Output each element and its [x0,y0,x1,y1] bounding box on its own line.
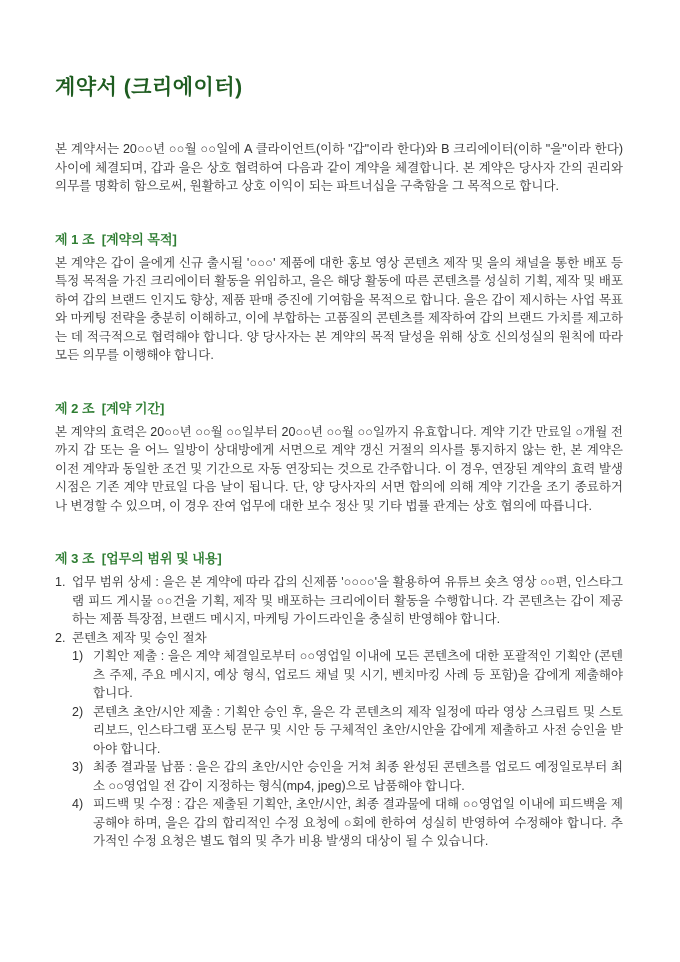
sublist-item [72,758,623,795]
article-1-body: 본 계약은 갑이 을에게 신규 출시될 '○○○' 제품에 대한 홍보 영상 콘텐츠 제작 및 을의 채널을 통한 배포 등 특정 목적을 가진 크리에이터 활동을 위임하고, 을은 해당 활동에 따른 콘텐츠를 성실히 기획, 제작 및 배포하여 갑의 브랜드 인지도 향상, 제품 판매 증진에 기여함을 목적으로 합니다. 을은 갑이 제시하는 사업 목표와 마케팅 전략을 충분히 이해하고, 이에 부합하는 고품질의 콘텐츠를 제작하여 갑의 브랜드 가치를 제고하는 데 적극적으로 협력해야 합니다. 양 당사자는 본 계약의 목적 달성을 위해 상호 신의성실의 원칙에 따라 모든 의무를 이행해야 합니다. [55,255,623,363]
article-3 [55,550,623,851]
list-item [55,573,623,629]
article-3-list [55,573,623,851]
sublist-item-marker: 3) [72,760,84,775]
article-2-body: 본 계약의 효력은 20○○년 ○○월 ○○일부터 20○○년 ○○월 ○○일까지 유효합니다. 계약 기간 만료일 ○개월 전까지 갑 또는 을 어느 일방이 상대방에게 서면으로 계약 갱신 거절의 의사를 통지하지 않는 한, 본 계약은 이전 계약과 동일한 조건 및 기간으로 자동 연장되는 것으로 간주합니다. 이 경우, 연장된 계약의 효력 발생 시점은 기존 계약 만료일 다음 날이 됩니다. 단, 양 당사자의 서면 합의에 의해 계약 기간을 조기 종료하거나 변경할 수 있으며, 이 경우 잔여 업무에 대한 보수 정산 및 기타 법률 관계는 상호 협의에 따릅니다. [55,424,624,513]
list-item-text: 업무 범위 상세 : 을은 본 계약에 따라 갑의 신제품 '○○○○'을 활용하여 유튜브 숏츠 영상 ○○편, 인스타그램 피드 게시물 ○○건을 기획, 제작 및 배포하는 크리에이터 활동을 수행합니다. 각 콘텐츠는 갑이 제공하는 제품 특장점, 브랜드 메시지, 마케팅 가이드라인을 충실히 반영해야 합니다. [72,575,623,627]
sublist-item-text: 콘텐츠 초안/시안 제출 : 기획안 승인 후, 을은 각 콘텐츠의 제작 일정에 따라 영상 스크립트 및 스토리보드, 인스타그램 포스팅 문구 및 시안 등 구체적인 초안/시안을 갑에게 제출하고 사전 승인을 받아야 합니다. [93,704,623,756]
article-1 [55,231,623,365]
list-item-marker: 1. [55,575,66,590]
sublist-item-text: 기획안 제출 : 을은 계약 체결일로부터 ○○영업일 이내에 모든 콘텐츠에 대한 포괄적인 기획안 (콘텐츠 주제, 주요 메시지, 예상 형식, 업로드 채널 및 시기, 벤치마킹 사례 등 포함)을 갑에게 제출해야 합니다. [93,649,623,701]
article-1-heading: 제 1 조 [계약의 목적] [55,231,177,247]
sublist-item-marker: 2) [72,704,84,719]
sublist-item [72,647,623,703]
sublist-item-text: 피드백 및 수정 : 갑은 제출된 기획안, 초안/시안, 최종 결과물에 대해 ○○영업일 이내에 피드백을 제공해야 하며, 을은 갑의 합리적인 수정 요청에 ○회에 한하여 성실히 반영하여 수정해야 합니다. 추가적인 수정 요청은 별도 협의 및 추가 비용 발생의 대상이 될 수 있습니다. [93,797,623,849]
article-2-heading: 제 2 조 [계약 기간] [55,400,165,416]
article-3-heading: 제 3 조 [업무의 범위 및 내용] [55,551,222,567]
document-title: 계약서 (크리에이터) [55,76,243,99]
article-2 [55,400,623,516]
sublist-item-marker: 4) [72,797,84,812]
approval-procedure-sublist [72,647,623,851]
list-item [55,629,623,648]
intro-paragraph: 본 계약서는 20○○년 ○○월 ○○일에 A 클라이언트(이하 "갑"이라 한다)와 B 크리에이터(이하 "을"이라 한다) 사이에 체결되며, 갑과 을은 상호 협력하여 다음과 같이 계약을 체결합니다. 본 계약은 당사자 간의 권리와 의무를 명확히 함으로써, 원활하고 상호 이익이 되는 파트너십을 구축함을 그 목적으로 합니다. [55,142,623,194]
list-item-text: 콘텐츠 제작 및 승인 절차 [72,630,207,645]
sublist-item [72,703,623,759]
list-item-marker: 2. [55,630,66,645]
sublist-item-text: 최종 결과물 납품 : 을은 갑의 초안/시안 승인을 거쳐 최종 완성된 콘텐츠를 업로드 예정일로부터 최소 ○○영업일 전 갑이 지정하는 형식(mp4, jpeg)으로 납품해야 합니다. [93,760,623,793]
sublist-item-marker: 1) [72,649,84,664]
sublist-item [72,795,623,851]
